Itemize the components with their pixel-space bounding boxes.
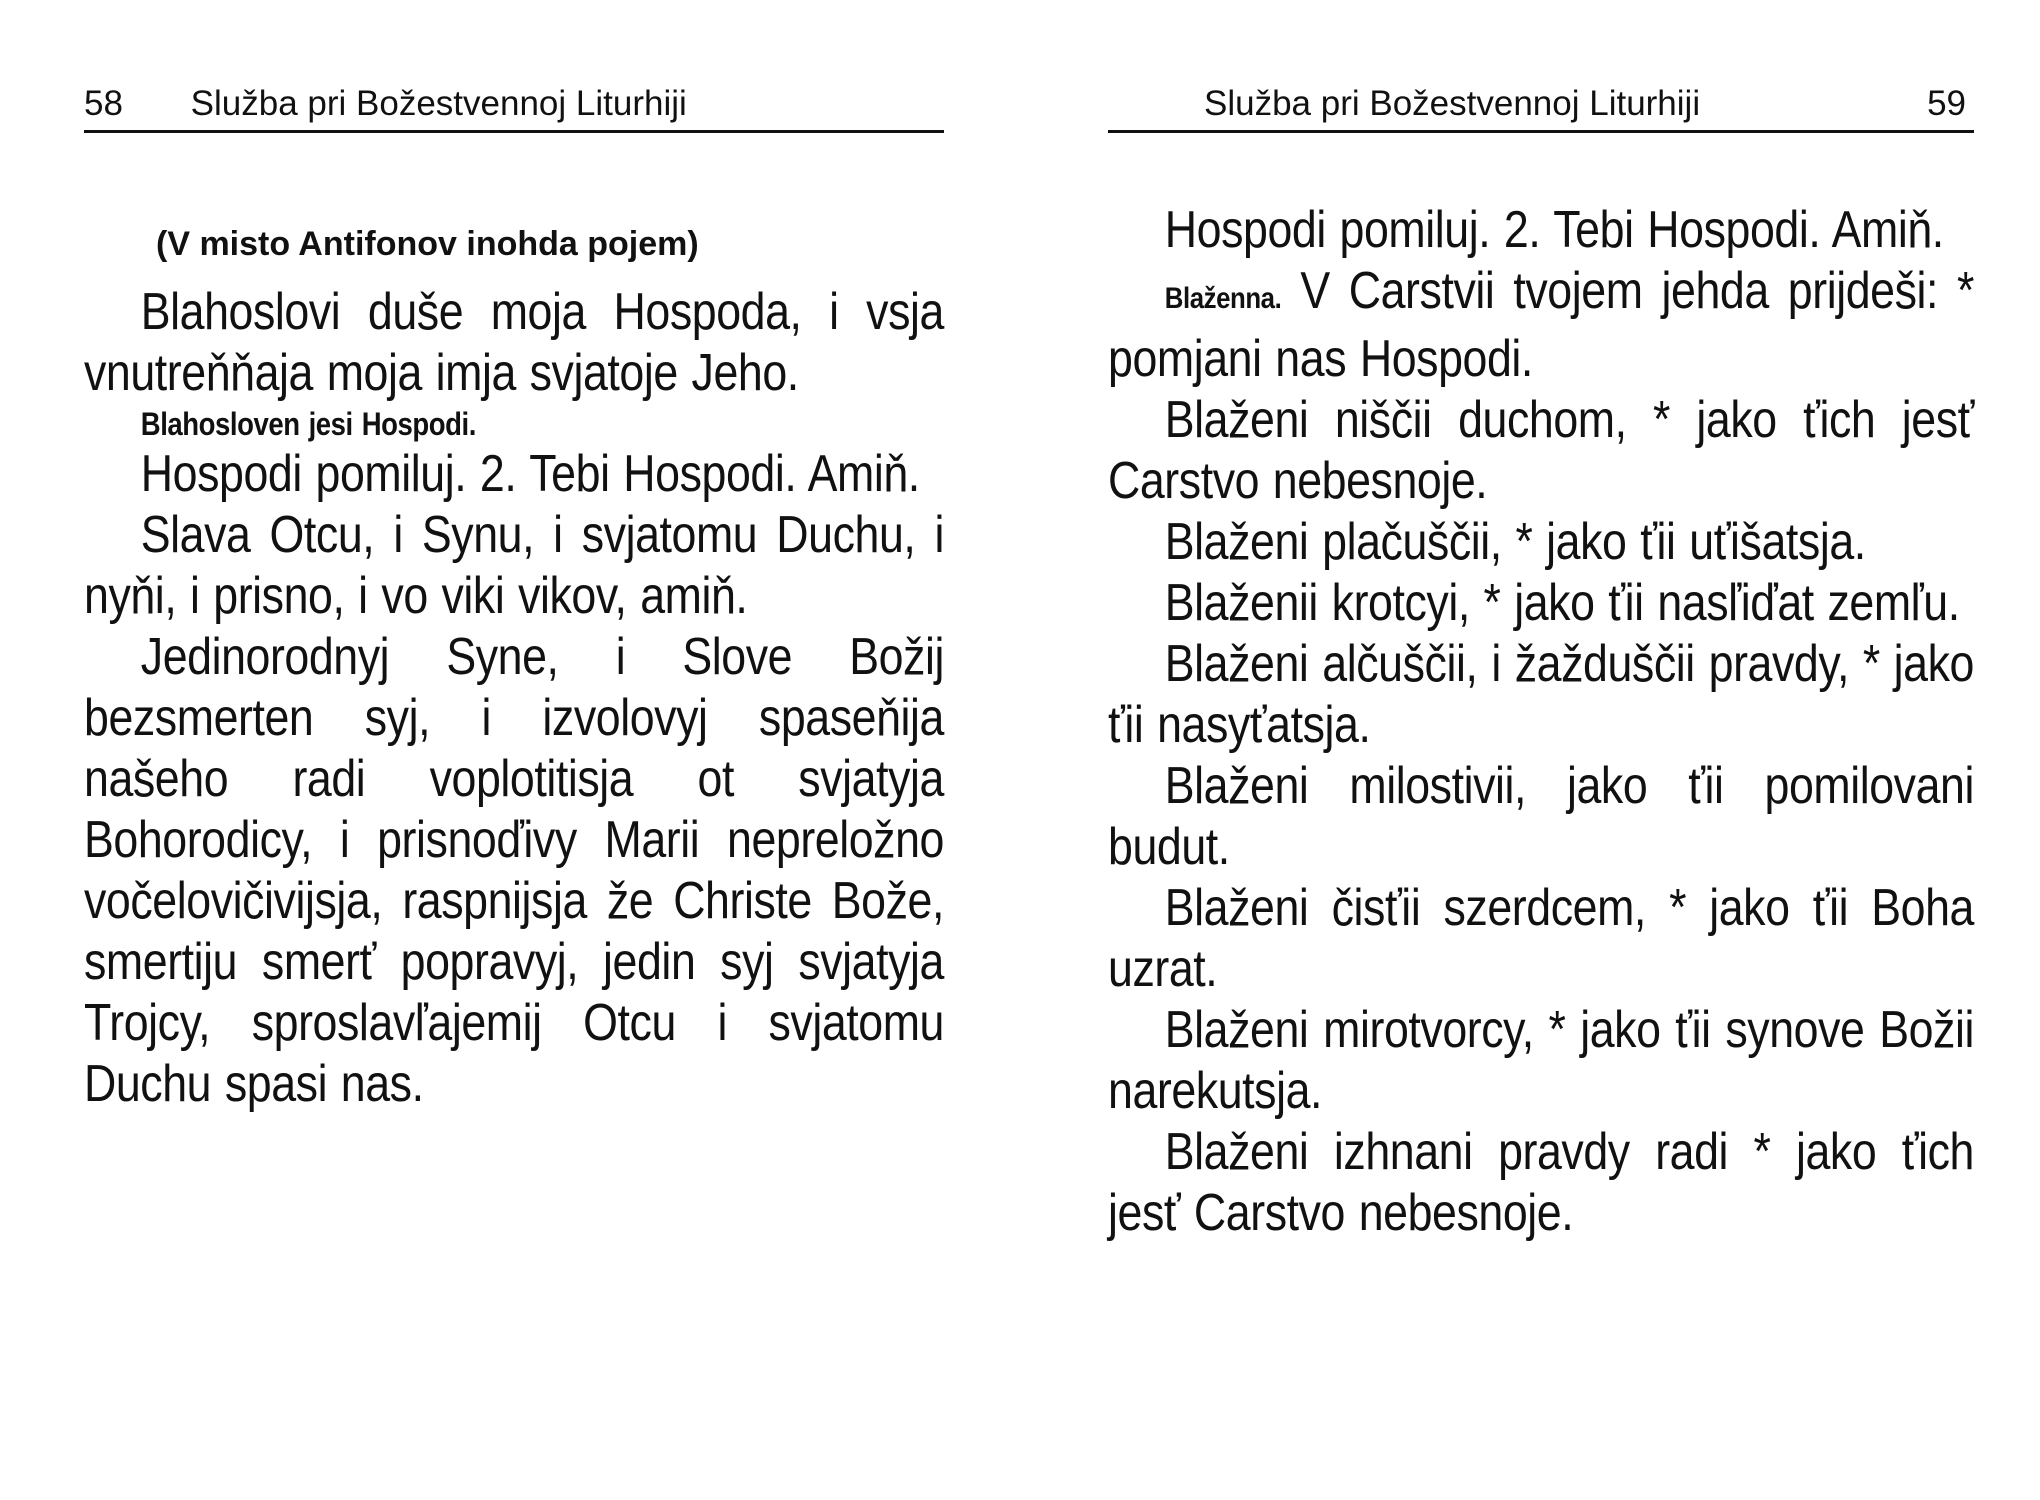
running-title: Služba pri Božestvennoj Liturhiji [1204,84,1701,123]
blazenna-text: V Carstvii tvojem jehda prijdeši: * pomjani nas Hospodi. [1108,262,1974,388]
paragraph: Slava Otcu, i Synu, i svjatomu Duchu, i nyňi, i prisno, i vo viki vikov, amiň. [84,506,944,625]
page-number: 59 [1927,84,1966,123]
left-page-body [84,282,944,1115]
blazenna-label: Blaženna. [1164,282,1282,315]
beatitude: Blaženi mirotvorcy, * jako ťii synove Božii narekutsja. [1108,1001,1974,1120]
running-title: Služba pri Božestvennoj Liturhiji [190,84,687,123]
paragraph: Hospodi pomiluj. 2. Tebi Hospodi. Amiň. [140,445,920,503]
right-page-body [1108,200,1974,1244]
left-page [84,0,944,1500]
rubric-heading: (V misto Antifonov inohda pojem) [156,225,699,263]
paragraph: Hospodi pomiluj. 2. Tebi Hospodi. Amiň. [1164,201,1944,259]
beatitude: Blaženi izhnani pravdy radi * jako ťich jesť Carstvo nebesnoje. [1108,1123,1974,1242]
blazenna-paragraph [1108,261,1974,390]
paragraph: Jedinorodnyj Syne, i Slove Božij bezsmerten syj, i izvolovyj spaseňija našeho radi voplotitisja ot svjatyja Bohorodicy, i prisnoďivy Marii nepreložno vočelovičivijsja, raspnijsja že Christe Bože, smertiju smerť popravyj, jedin syj svjatyja Trojcy, sproslavľajemij Otcu i svjatomu Duchu spasi nas. [84,628,944,1113]
left-page-header [84,78,944,133]
paragraph: Blahoslovi duše moja Hospoda, i vsja vnutreňňaja moja imja svjatoje Jeho. [84,283,944,402]
beatitude: Blaženi alčuščii, i žažduščii pravdy, * jako ťii nasyťatsja. [1108,635,1974,754]
beatitude: Blaženi plačuščii, * jako ťii uťišatsja. [1164,513,1866,571]
right-page-header [1108,78,1974,133]
beatitude: Blaženi niščii duchom, * jako ťich jesť Carstvo nebesnoje. [1108,391,1974,510]
beatitude: Blaženii krotcyi, * jako ťii nasľiďat zemľu. [1164,574,1960,632]
page-number: 58 [84,84,123,123]
beatitude: Blaženi milostivii, jako ťii pomilovani budut. [1108,757,1974,876]
response-line: Blahosloven jesi Hospodi. [140,406,476,442]
beatitude: Blaženi čisťii szerdcem, * jako ťii Boha uzrat. [1108,879,1974,998]
right-page [1108,0,1974,1500]
